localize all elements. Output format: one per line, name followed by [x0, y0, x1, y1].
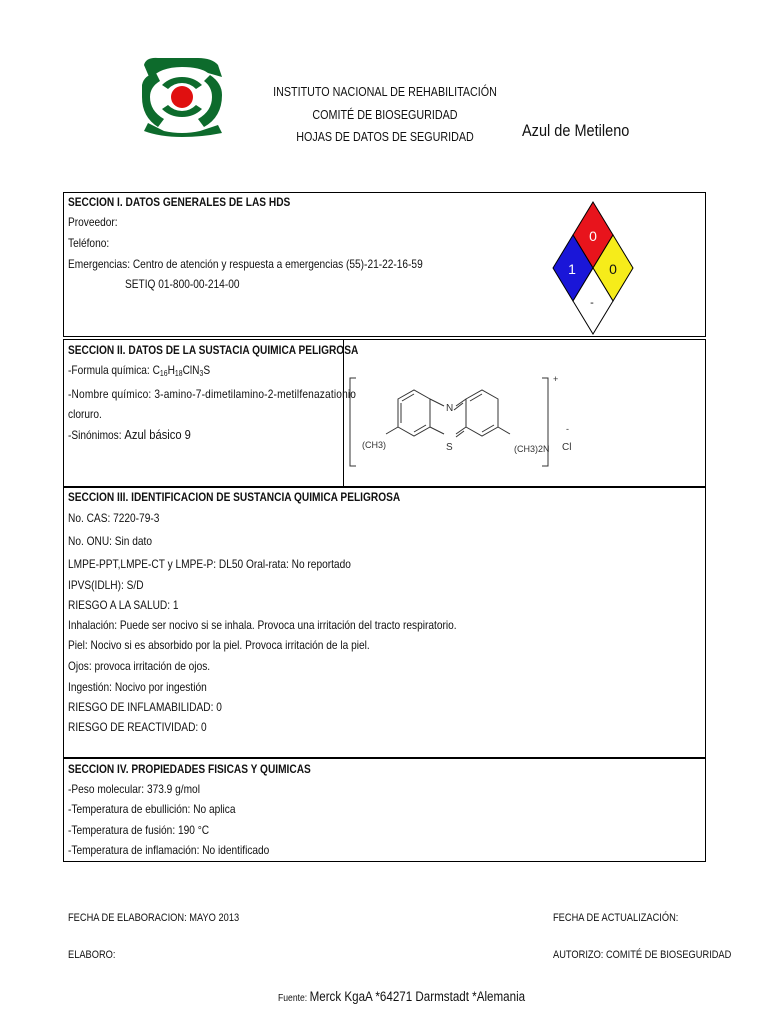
sinonimos-value: Azul básico 9: [124, 427, 191, 442]
substance-title: Azul de Metileno: [522, 122, 630, 140]
institution-name: INSTITUTO NACIONAL DE REHABILITACIÓN: [273, 85, 497, 99]
fuente-line: [278, 989, 525, 1004]
temp-inflamacion-field: -Temperatura de inflamación: No identificado: [68, 843, 270, 857]
left-ring: [398, 390, 430, 436]
positive-charge: +: [553, 374, 559, 384]
section-3-title: SECCION III. IDENTIFICACION DE SUSTANCIA QUIMICA PELIGROSA: [68, 490, 401, 504]
proveedor-field: Proveedor:: [68, 215, 118, 229]
nombre-quimico-field: -Nombre químico: 3-amino-7-dimetilamino-2-metilfenazationio: [68, 387, 357, 401]
ipvs-field: IPVS(IDLH): S/D: [68, 578, 144, 592]
section-1-title: SECCION I. DATOS GENERALES DE LAS HDS: [68, 195, 291, 209]
sinonimos-field: -Sinónimos: Azul básico 9: [68, 427, 191, 442]
piel-field: Piel: Nocivo si es absorbido por la piel. Provoca irritación de la piel.: [68, 638, 370, 652]
institution-logo: [138, 55, 226, 137]
left-bracket: [350, 378, 356, 466]
nfpa-special-value: -: [590, 297, 594, 309]
elaboro: ELABORO:: [68, 949, 116, 961]
fecha-elaboracion: FECHA DE ELABORACION: MAYO 2013: [68, 912, 240, 924]
peso-molecular-field: -Peso molecular: 373.9 g/mol: [68, 782, 200, 796]
fuente-label: Fuente:: [278, 993, 310, 1004]
logo-red-dot: [171, 86, 193, 108]
left-methyl-group: (CH3): [362, 440, 386, 450]
chemical-structure: [346, 372, 584, 480]
committee-name: COMITÉ DE BIOSEGURIDAD: [312, 108, 458, 122]
ojos-field: Ojos: provoca irritación de ojos.: [68, 659, 211, 673]
nfpa-health-value: 1: [568, 261, 576, 277]
lmpe-field: LMPE-PPT,LMPE-CT y LMPE-P: DL50 Oral-rata: No reportado: [68, 557, 351, 571]
nitrogen-label: N: [446, 403, 454, 414]
sulfur-label: S: [446, 442, 453, 453]
nfpa-diamond: [551, 200, 635, 336]
section-4-title: SECCION IV. PROPIEDADES FISICAS Y QUIMICAS: [68, 762, 311, 776]
nombre-quimico-cont: cloruro.: [68, 407, 102, 421]
temp-fusion-field: -Temperatura de fusión: 190 °C: [68, 823, 210, 837]
nfpa-reactivity-value: 0: [609, 261, 617, 277]
formula-value: $C_{16}H_{18}ClN_3S$: [152, 363, 211, 378]
formula-field: [68, 363, 210, 378]
section-2-title: SECCION II. DATOS DE LA SUSTACIA QUIMICA PELIGROSA: [68, 343, 359, 357]
chloride-ion: Cl: [562, 442, 572, 453]
setiq-field: SETIQ 01-800-00-214-00: [125, 277, 240, 291]
negative-charge: -: [566, 424, 569, 434]
autorizo: AUTORIZO: COMITÉ DE BIOSEGURIDAD: [553, 949, 732, 961]
fuente-value: Merck KgaA *64271 Darmstadt *Alemania: [309, 989, 526, 1004]
formula-label: -Formula química:: [68, 363, 153, 377]
riesgo-reactividad-field: RIESGO DE REACTIVIDAD: 0: [68, 720, 207, 734]
inhalacion-field: Inhalación: Puede ser nocivo si se inhala. Provoca una irritación del tracto respiratorio.: [68, 618, 457, 632]
right-ring: [466, 390, 498, 436]
document-type: HOJAS DE DATOS DE SEGURIDAD: [296, 130, 474, 144]
telefono-field: Teléfono:: [68, 236, 110, 250]
emergencias-field: Emergencias: Centro de atención y respuesta a emergencias (55)-21-22-16-59: [68, 257, 423, 271]
nfpa-flammability-value: 0: [589, 228, 597, 244]
fecha-actualizacion: FECHA DE ACTUALIZACIÓN:: [553, 912, 679, 924]
right-dimethylamino-group: (CH3)2N: [514, 444, 550, 454]
cas-field: No. CAS: 7220-79-3: [68, 511, 160, 525]
riesgo-inflamabilidad-field: RIESGO DE INFLAMABILIDAD: 0: [68, 700, 222, 714]
riesgo-salud-field: RIESGO A LA SALUD: 1: [68, 598, 179, 612]
temp-ebullicion-field: -Temperatura de ebullición: No aplica: [68, 802, 236, 816]
ingestion-field: Ingestión: Nocivo por ingestión: [68, 680, 207, 694]
onu-field: No. ONU: Sin dato: [68, 534, 153, 548]
